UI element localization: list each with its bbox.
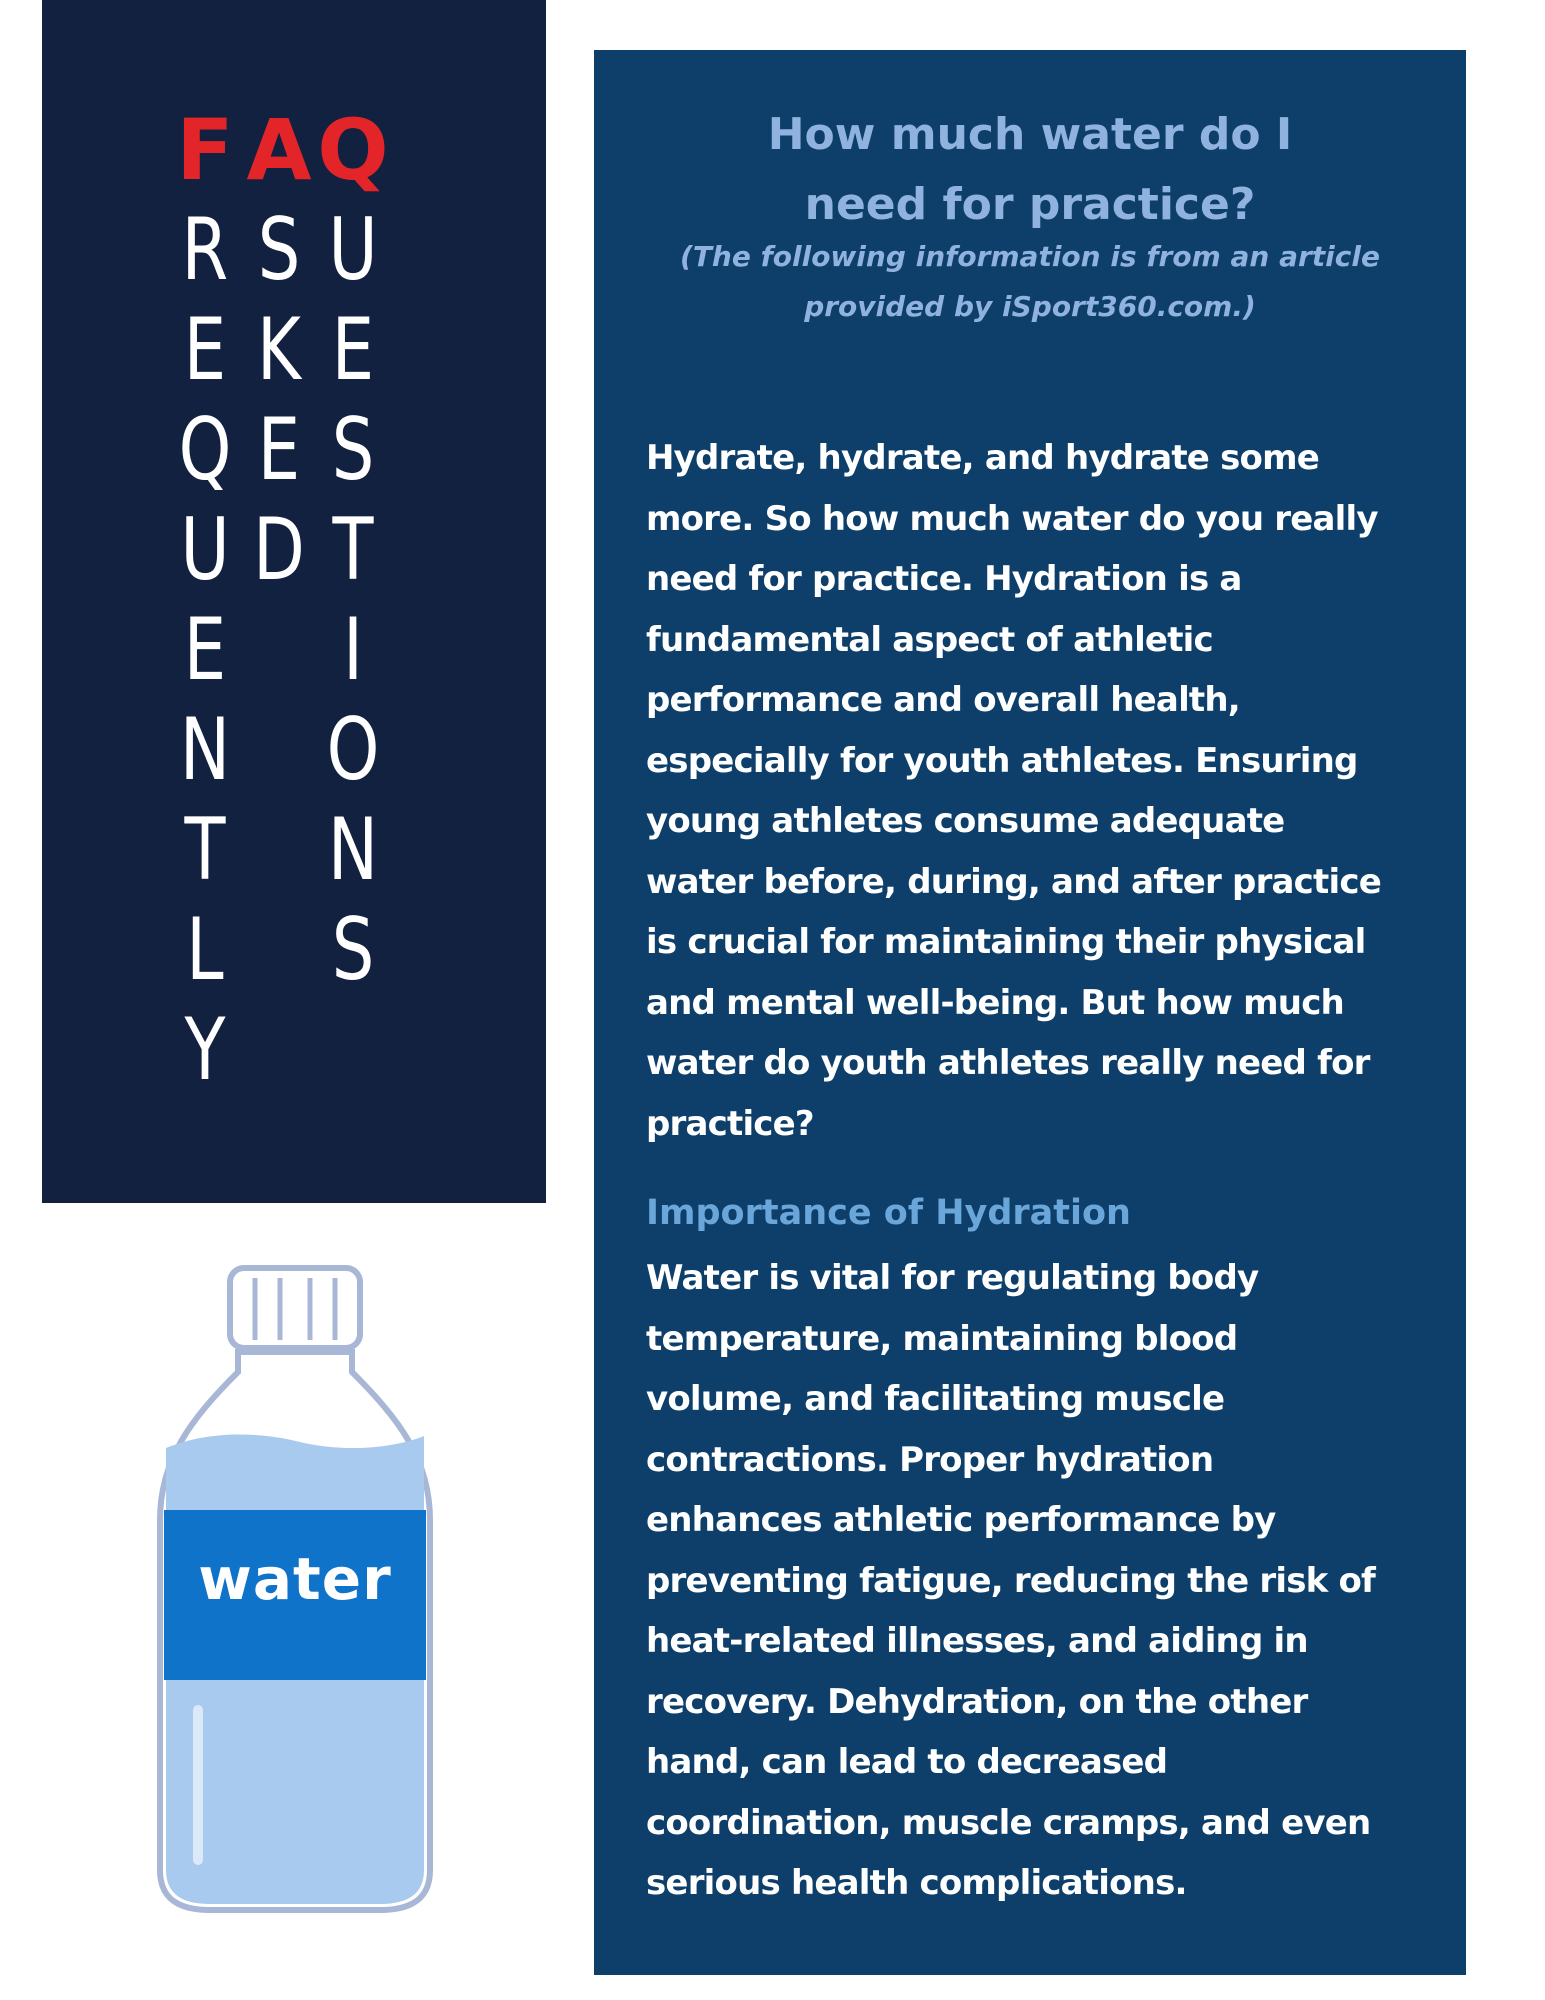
section-line: serious health complications. — [646, 1863, 1187, 1903]
intro-line: especially for youth athletes. Ensuring — [646, 740, 1358, 781]
section-line: preventing fatigue, reducing the risk of — [646, 1560, 1376, 1601]
section-heading: Importance of Hydration — [646, 1193, 1131, 1233]
faq-vertical-letter: U — [180, 500, 230, 600]
section-line: contractions. Proper hydration — [646, 1439, 1214, 1480]
intro-line: Hydrate, hydrate, and hydrate some — [646, 438, 1319, 478]
faq-heading-letter: F — [176, 101, 234, 199]
article-source — [594, 232, 1466, 332]
faq-vertical-letter: O — [326, 700, 380, 800]
faq-vertical-letter — [250, 700, 308, 800]
section-line: recovery. Dehydration, on the other — [646, 1681, 1308, 1722]
section-line: enhances athletic performance by — [646, 1500, 1276, 1540]
intro-paragraph — [646, 428, 1436, 1154]
faq-vertical-letter — [250, 800, 308, 900]
faq-vertical-letter: D — [253, 500, 305, 600]
intro-line: need for practice. Hydration is a — [646, 559, 1242, 599]
intro-line: young athletes consume adequate — [646, 801, 1285, 841]
faq-vertical-letter: S — [331, 900, 375, 1000]
intro-line: fundamental aspect of athletic — [646, 619, 1213, 660]
faq-vertical-letter: Y — [184, 1000, 226, 1100]
article-title — [594, 100, 1466, 240]
bottle-label: water — [198, 1545, 392, 1613]
intro-line: water do youth athletes really need for — [646, 1043, 1370, 1083]
faq-vertical-letter — [250, 600, 308, 700]
faq-vertical-letter: T — [332, 500, 374, 600]
faq-vertical-letter — [250, 900, 308, 1000]
faq-panel — [42, 0, 546, 1203]
faq-vertical-letter: E — [183, 600, 227, 700]
intro-line: practice? — [646, 1103, 814, 1144]
title-line-1: How much water do I — [767, 109, 1293, 160]
faq-vertical-letter: I — [343, 600, 363, 700]
source-line-1: (The following information is from an article — [680, 240, 1380, 273]
faq-vertical-letter: R — [181, 200, 229, 300]
section-line: volume, and facilitating muscle — [646, 1379, 1225, 1419]
section-line: hand, can lead to decreased — [646, 1742, 1168, 1782]
source-line-2: provided by iSport360.com.) — [804, 290, 1256, 323]
faq-vertical-letter: E — [331, 300, 375, 400]
intro-line: performance and overall health, — [646, 680, 1240, 720]
intro-line: more. So how much water do you really — [646, 498, 1378, 539]
faq-vertical-letter — [324, 1000, 382, 1100]
faq-vertical-letter: Q — [178, 400, 232, 500]
title-line-2: need for practice? — [804, 179, 1256, 230]
faq-heading-letter: A — [246, 101, 312, 199]
intro-line: is crucial for maintaining their physical — [646, 922, 1366, 962]
section-line: coordination, muscle cramps, and even — [646, 1802, 1371, 1843]
section-line: temperature, maintaining blood — [646, 1318, 1238, 1359]
faq-heading-letter: Q — [317, 101, 389, 199]
faq-vertical-letter — [250, 1000, 308, 1100]
faq-vertical-letter: E — [257, 400, 301, 500]
faq-vertical-letter: S — [331, 400, 375, 500]
faq-vertical-letter: K — [257, 300, 301, 400]
section-line: heat-related illnesses, and aiding in — [646, 1621, 1308, 1661]
intro-line: and mental well-being. But how much — [646, 982, 1344, 1023]
faq-vertical-letter: L — [186, 900, 224, 1000]
faq-vertical-letter: E — [183, 300, 227, 400]
faq-vertical-letter: N — [327, 800, 379, 900]
faq-vertical-letter: T — [184, 800, 226, 900]
intro-line: water before, during, and after practice — [646, 861, 1381, 902]
faq-vertical-letter: N — [179, 700, 231, 800]
faq-vertical-letters — [168, 100, 390, 1100]
faq-vertical-letter: U — [328, 200, 378, 300]
section-paragraph — [646, 1248, 1436, 1914]
faq-vertical-letter: S — [257, 200, 301, 300]
section-line: Water is vital for regulating body — [646, 1258, 1259, 1298]
article-panel — [594, 50, 1466, 1975]
